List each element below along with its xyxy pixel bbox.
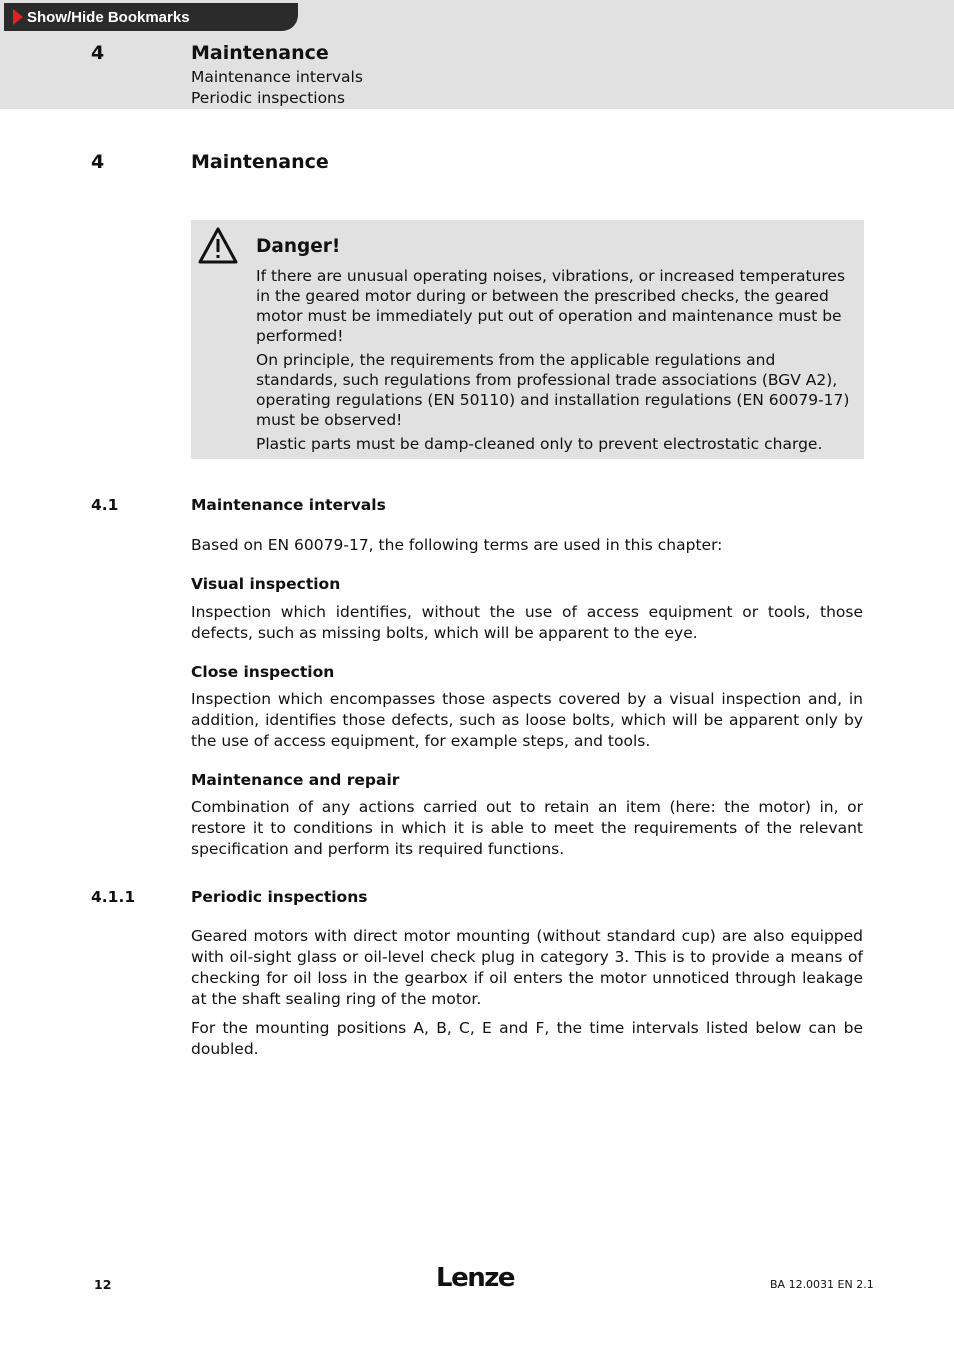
warning-triangle-icon — [197, 226, 239, 266]
lenze-logo: Lenze — [436, 1263, 514, 1293]
subsection-number: 4.1.1 — [91, 888, 136, 906]
section-number: 4.1 — [91, 496, 119, 514]
triangle-right-icon — [13, 9, 23, 25]
danger-paragraph: If there are unusual operating noises, vibrations, or increased temperatures in the geared motor during or between the prescribed checks, the geared motor must be immediately put out of operation and maintenance must be performed! — [256, 267, 846, 345]
intro-paragraph: Based on EN 60079-17, the following terms are used in this chapter: — [191, 536, 723, 554]
periodic-paragraph: For the mounting positions A, B, C, E and F, the time intervals listed below can be doubled. — [191, 1019, 863, 1058]
document-id: BA 12.0031 EN 2.1 — [770, 1278, 874, 1291]
chapter-number: 4 — [91, 151, 105, 173]
danger-paragraph: Plastic parts must be damp-cleaned only to prevent electrostatic charge. — [256, 435, 823, 453]
header-subtitle-1: Maintenance intervals — [191, 68, 363, 86]
danger-notice — [191, 220, 864, 459]
header-chapter-title: Maintenance — [191, 42, 329, 64]
term-text-close-inspection: Inspection which encompasses those aspects covered by a visual inspection and, in addition, identifies those defects, such as loose bolts, which will be apparent only by the use of access equipment, for example steps, and tools. — [191, 690, 863, 750]
section-title: Maintenance intervals — [191, 496, 386, 514]
term-title-visual-inspection: Visual inspection — [191, 575, 341, 593]
chapter-title: Maintenance — [191, 151, 329, 173]
show-hide-bookmarks-button[interactable] — [4, 3, 298, 31]
term-text-visual-inspection: Inspection which identifies, without the use of access equipment or tools, those defects, such as missing bolts, which will be apparent to the eye. — [191, 603, 863, 642]
danger-title: Danger! — [256, 236, 341, 257]
header-subtitle-2: Periodic inspections — [191, 89, 345, 107]
danger-paragraph: On principle, the requirements from the applicable regulations and standards, such regulations from professional trade associations (BGV A2), operating regulations (EN 50110) and installation regulations (EN 60079-17) must be observed! — [256, 351, 850, 429]
term-title-maintenance-repair: Maintenance and repair — [191, 771, 400, 789]
running-header — [0, 0, 954, 109]
danger-text — [256, 266, 856, 458]
periodic-paragraph: Geared motors with direct motor mounting (without standard cup) are also equipped with oil-sight glass or oil-level check plug in category 3. This is to provide a means of checking for oil loss in the gearbox if oil enters the motor unnoticed through leakage at the shaft sealing ring of the motor. — [191, 927, 863, 1008]
page-number: 12 — [94, 1277, 112, 1292]
subsection-title: Periodic inspections — [191, 888, 368, 906]
term-title-close-inspection: Close inspection — [191, 663, 335, 681]
bookmarks-button-label: Show/Hide Bookmarks — [27, 8, 190, 26]
term-text-maintenance-repair: Combination of any actions carried out to retain an item (here: the motor) in, or restore it to conditions in which it is able to meet the requirements of the relevant specification and perform its required functions. — [191, 798, 863, 858]
header-chapter-number: 4 — [91, 42, 105, 64]
